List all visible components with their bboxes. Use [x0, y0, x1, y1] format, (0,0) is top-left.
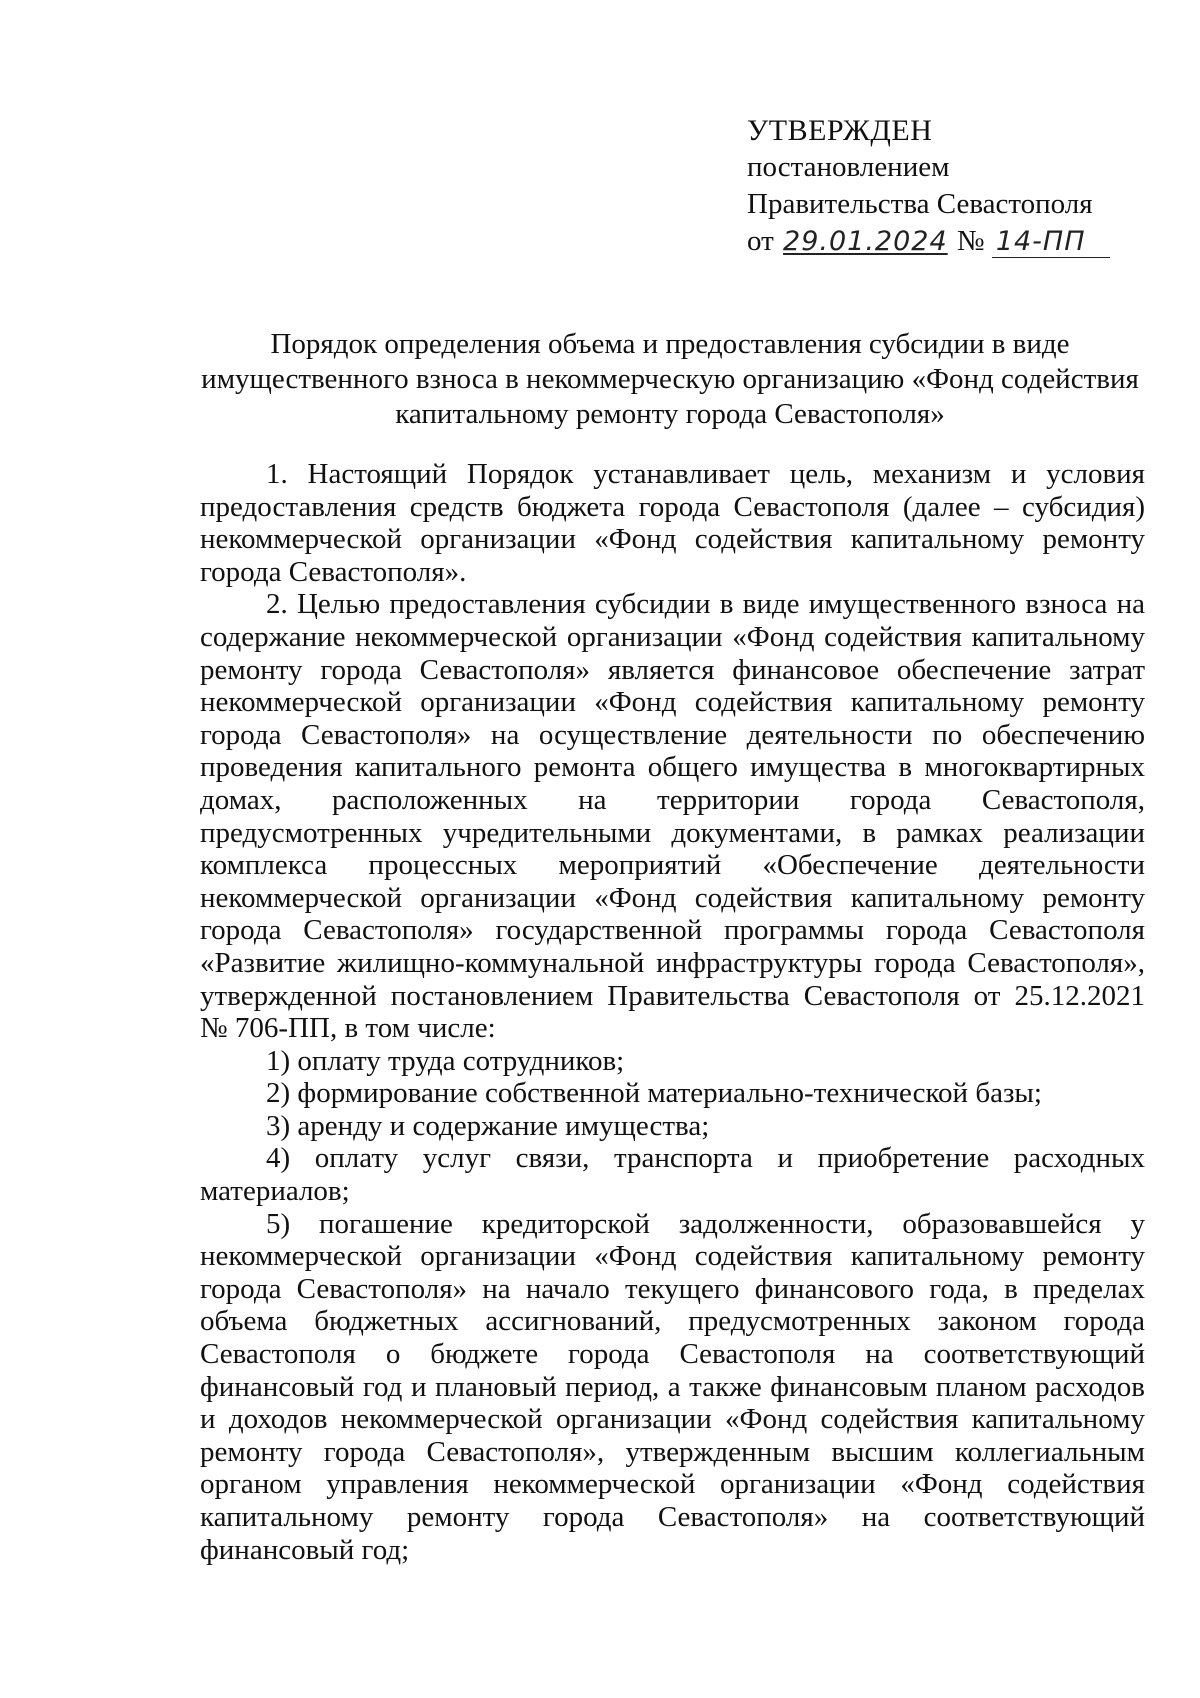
- number-sign: №: [956, 225, 985, 257]
- list-item-5: 5) погашение кредиторской задолженности, образовавшейся у некоммерческой организации «Фонд содействия капитальному ремонту города Севастополя» на начало текущего финансового года, в пределах объема бюджетных ассигнований, предусмотренных законом города Севастополя о бюджете города Севастополя на соответствующий финансовый год и плановый период, а также финансовым планом расходов и доходов некоммерческой организации «Фонд содействия капитальному ремонту города Севастополя», утвержденным высшим коллегиальным органом управления некоммерческой организации «Фонд содействия капитальному ремонту города Севастополя» на соответствующий финансовый год;: [200, 1207, 1145, 1566]
- document-body: [200, 458, 1145, 1566]
- from-label: от: [747, 225, 774, 257]
- list-item-2: 2) формирование собственной материально-технической базы;: [266, 1077, 1042, 1110]
- handwritten-number: 14-ПП: [992, 227, 1110, 258]
- approval-line-decree: постановлением: [747, 151, 950, 183]
- paragraph-1: 1. Настоящий Порядок устанавливает цель, механизм и условия предоставления средств бюджета города Севастополя (далее – субсидия) некоммерческой организации «Фонд содействия капитальному ремонту города Севастополя».: [200, 458, 1145, 588]
- approved-heading: УТВЕРЖДЕН: [747, 114, 933, 147]
- approval-date-line: [747, 223, 1147, 260]
- title-line: Порядок определения объема и предоставления субсидии в виде: [270, 328, 1070, 360]
- list-item-1: 1) оплату труда сотрудников;: [266, 1044, 625, 1077]
- approval-stamp-block: [747, 112, 1147, 260]
- paragraph-2: 2. Целью предоставления субсидии в виде имущественного взноса на содержание некоммерческой организации «Фонд содействия капитальному ремонту города Севастополя» является финансовое обеспечение затрат некоммерческой организации «Фонд содействия капитальному ремонту города Севастополя» на осуществление деятельности по обеспечению проведения капитального ремонта общего имущества в многоквартирных домах, расположенных на территории города Севастополя, предусмотренных учредительными документами, в рамках реализации комплекса процессных мероприятий «Обеспечение деятельности некоммерческой организации «Фонд содействия капитальному ремонту города Севастополя» государственной программы города Севастополя «Развитие жилищно-коммунальной инфраструктуры города Севастополя», утвержденной постановлением Правительства Севастополя от 25.12.2021 № 706-ПП, в том числе:: [200, 588, 1145, 1045]
- title-line: имущественного взноса в некоммерческую организацию «Фонд содействия: [201, 363, 1139, 395]
- document-title: [195, 327, 1145, 432]
- list-item-4: 4) оплату услуг связи, транспорта и приобретение расходных материалов;: [200, 1142, 1145, 1208]
- list-item-3: 3) аренду и содержание имущества;: [266, 1109, 710, 1142]
- title-line: капитальному ремонту города Севастополя»: [395, 398, 945, 430]
- approval-line-government: Правительства Севастополя: [747, 188, 1093, 220]
- handwritten-date: 29.01.2024: [783, 226, 948, 257]
